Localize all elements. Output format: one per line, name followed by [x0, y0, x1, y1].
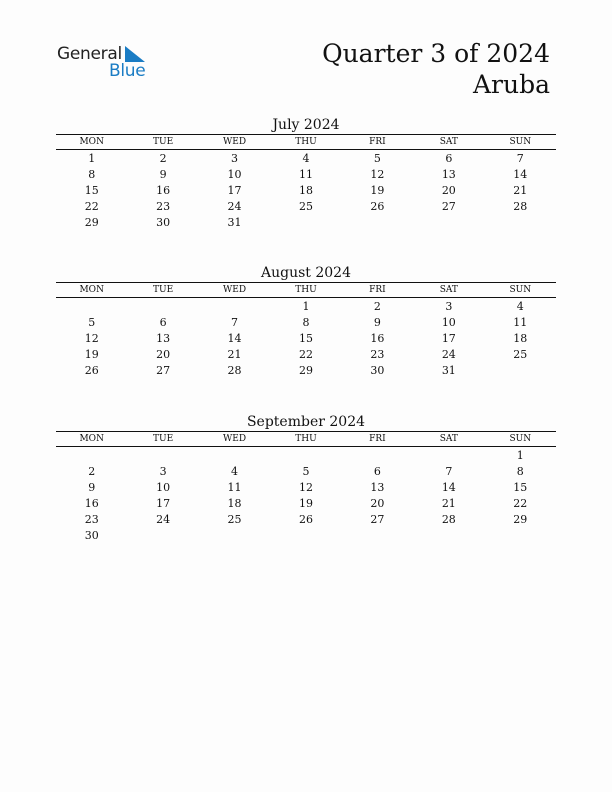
weekday-header: WED — [199, 135, 270, 150]
day-cell: 22 — [513, 496, 528, 510]
day-cell — [199, 447, 270, 464]
day-cell: 24 — [156, 512, 171, 526]
day-cell: 26 — [298, 512, 313, 526]
week-row — [56, 198, 556, 214]
day-cell: 7 — [445, 464, 453, 478]
day-cell: 14 — [513, 167, 528, 181]
day-cell — [270, 527, 341, 543]
month-title: August 2024 — [261, 265, 351, 281]
day-cell — [127, 527, 198, 543]
day-cell: 21 — [441, 496, 456, 510]
day-cell — [127, 447, 198, 464]
weekday-header: SUN — [485, 283, 556, 298]
day-cell: 3 — [231, 151, 239, 165]
day-cell — [127, 298, 198, 315]
day-cell: 12 — [84, 331, 99, 345]
day-cell: 17 — [441, 331, 456, 345]
day-cell — [485, 362, 556, 378]
day-cell: 30 — [156, 215, 171, 229]
day-cell: 21 — [227, 347, 242, 361]
week-row — [56, 166, 556, 182]
day-cell: 12 — [298, 480, 313, 494]
day-cell: 5 — [373, 151, 381, 165]
day-cell: 19 — [370, 183, 385, 197]
week-row — [56, 150, 556, 167]
week-row — [56, 511, 556, 527]
day-cell: 5 — [88, 315, 96, 329]
week-row — [56, 463, 556, 479]
day-cell: 29 — [513, 512, 528, 526]
day-cell: 1 — [88, 151, 96, 165]
day-cell: 24 — [441, 347, 456, 361]
day-cell: 25 — [227, 512, 242, 526]
day-cell — [485, 214, 556, 230]
day-cell: 1 — [516, 448, 524, 462]
day-cell: 17 — [156, 496, 171, 510]
day-cell — [413, 527, 484, 543]
day-cell: 30 — [84, 528, 99, 542]
day-cell: 15 — [84, 183, 99, 197]
day-cell — [342, 214, 413, 230]
logo-blue-text: Blue — [109, 61, 146, 81]
weekday-header: WED — [199, 283, 270, 298]
day-cell: 13 — [441, 167, 456, 181]
day-cell: 24 — [227, 199, 242, 213]
week-row — [56, 298, 556, 315]
day-cell: 21 — [513, 183, 528, 197]
day-cell: 13 — [370, 480, 385, 494]
day-cell: 9 — [88, 480, 96, 494]
day-cell: 23 — [156, 199, 171, 213]
day-cell — [342, 447, 413, 464]
month-august — [56, 264, 556, 378]
weekday-header: TUE — [127, 283, 198, 298]
week-row — [56, 182, 556, 198]
month-july — [56, 116, 556, 230]
day-cell: 16 — [156, 183, 171, 197]
day-cell: 14 — [441, 480, 456, 494]
day-cell: 23 — [370, 347, 385, 361]
day-cell: 30 — [370, 363, 385, 377]
day-cell: 6 — [373, 464, 381, 478]
weekday-header: TUE — [127, 135, 198, 150]
day-cell: 19 — [298, 496, 313, 510]
day-cell: 3 — [445, 299, 453, 313]
day-cell: 6 — [445, 151, 453, 165]
day-cell: 15 — [513, 480, 528, 494]
weekday-header: THU — [270, 135, 341, 150]
weekday-header: SUN — [485, 135, 556, 150]
week-row — [56, 362, 556, 378]
week-row — [56, 214, 556, 230]
day-cell: 17 — [227, 183, 242, 197]
day-cell: 26 — [370, 199, 385, 213]
day-cell: 23 — [84, 512, 99, 526]
day-cell: 8 — [516, 464, 524, 478]
calendar-grid — [56, 134, 556, 230]
day-cell — [270, 447, 341, 464]
day-cell: 26 — [84, 363, 99, 377]
day-cell: 28 — [513, 199, 528, 213]
day-cell: 27 — [441, 199, 456, 213]
day-cell: 25 — [298, 199, 313, 213]
day-cell: 27 — [370, 512, 385, 526]
day-cell: 29 — [298, 363, 313, 377]
day-cell: 10 — [227, 167, 242, 181]
calendar-grid — [56, 282, 556, 378]
country-title: Aruba — [472, 70, 550, 99]
week-row — [56, 346, 556, 362]
page-header — [322, 38, 550, 100]
month-title: September 2024 — [246, 414, 366, 430]
day-cell: 19 — [84, 347, 99, 361]
day-cell: 25 — [513, 347, 528, 361]
weekday-header: FRI — [342, 135, 413, 150]
day-cell: 2 — [373, 299, 381, 313]
logo-general-text: General — [57, 44, 122, 64]
day-cell: 16 — [84, 496, 99, 510]
day-cell: 4 — [516, 299, 524, 313]
day-cell: 3 — [159, 464, 167, 478]
day-cell: 4 — [302, 151, 310, 165]
day-cell — [270, 214, 341, 230]
day-cell — [413, 447, 484, 464]
brand-logo — [57, 44, 157, 84]
day-cell: 12 — [370, 167, 385, 181]
day-cell: 10 — [441, 315, 456, 329]
day-cell: 9 — [373, 315, 381, 329]
day-cell: 1 — [302, 299, 310, 313]
day-cell: 18 — [513, 331, 528, 345]
day-cell: 5 — [302, 464, 310, 478]
week-row — [56, 479, 556, 495]
day-cell: 20 — [370, 496, 385, 510]
weekday-header: THU — [270, 283, 341, 298]
weekday-header: TUE — [127, 432, 198, 447]
day-cell — [413, 214, 484, 230]
weekday-header: MON — [56, 432, 127, 447]
weekday-header: SAT — [413, 135, 484, 150]
weekday-header: MON — [56, 283, 127, 298]
week-row — [56, 314, 556, 330]
day-cell: 28 — [441, 512, 456, 526]
weekday-header: SAT — [413, 283, 484, 298]
day-cell: 18 — [298, 183, 313, 197]
day-cell: 22 — [298, 347, 313, 361]
day-cell: 20 — [441, 183, 456, 197]
day-cell: 11 — [513, 315, 528, 329]
weekday-header: SAT — [413, 432, 484, 447]
weekday-header: FRI — [342, 432, 413, 447]
weekday-header: THU — [270, 432, 341, 447]
day-cell: 18 — [227, 496, 242, 510]
day-cell: 8 — [88, 167, 96, 181]
weekday-header: WED — [199, 432, 270, 447]
day-cell — [56, 447, 127, 464]
day-cell — [342, 527, 413, 543]
weekday-header-row — [56, 432, 556, 447]
day-cell: 13 — [156, 331, 171, 345]
logo-triangle-icon — [125, 46, 145, 62]
day-cell: 22 — [84, 199, 99, 213]
weekday-header-row — [56, 135, 556, 150]
day-cell — [485, 527, 556, 543]
day-cell: 7 — [231, 315, 239, 329]
day-cell: 2 — [159, 151, 167, 165]
day-cell: 31 — [441, 363, 456, 377]
month-title: July 2024 — [272, 117, 340, 133]
calendar-grid — [56, 431, 556, 543]
day-cell: 11 — [298, 167, 313, 181]
day-cell: 8 — [302, 315, 310, 329]
quarter-title: Quarter 3 of 2024 — [322, 39, 550, 68]
day-cell: 16 — [370, 331, 385, 345]
day-cell — [56, 298, 127, 315]
day-cell: 6 — [159, 315, 167, 329]
week-row — [56, 527, 556, 543]
weekday-header: SUN — [485, 432, 556, 447]
day-cell: 4 — [231, 464, 239, 478]
day-cell: 11 — [227, 480, 242, 494]
week-row — [56, 495, 556, 511]
day-cell — [199, 527, 270, 543]
day-cell: 29 — [84, 215, 99, 229]
day-cell: 7 — [516, 151, 524, 165]
day-cell: 10 — [156, 480, 171, 494]
day-cell — [199, 298, 270, 315]
week-row — [56, 330, 556, 346]
day-cell: 14 — [227, 331, 242, 345]
day-cell: 20 — [156, 347, 171, 361]
weekday-header: MON — [56, 135, 127, 150]
day-cell: 9 — [159, 167, 167, 181]
day-cell: 15 — [298, 331, 313, 345]
week-row — [56, 447, 556, 464]
weekday-header-row — [56, 283, 556, 298]
day-cell: 27 — [156, 363, 171, 377]
day-cell: 31 — [227, 215, 242, 229]
month-september — [56, 413, 556, 543]
day-cell: 2 — [88, 464, 96, 478]
weekday-header: FRI — [342, 283, 413, 298]
day-cell: 28 — [227, 363, 242, 377]
